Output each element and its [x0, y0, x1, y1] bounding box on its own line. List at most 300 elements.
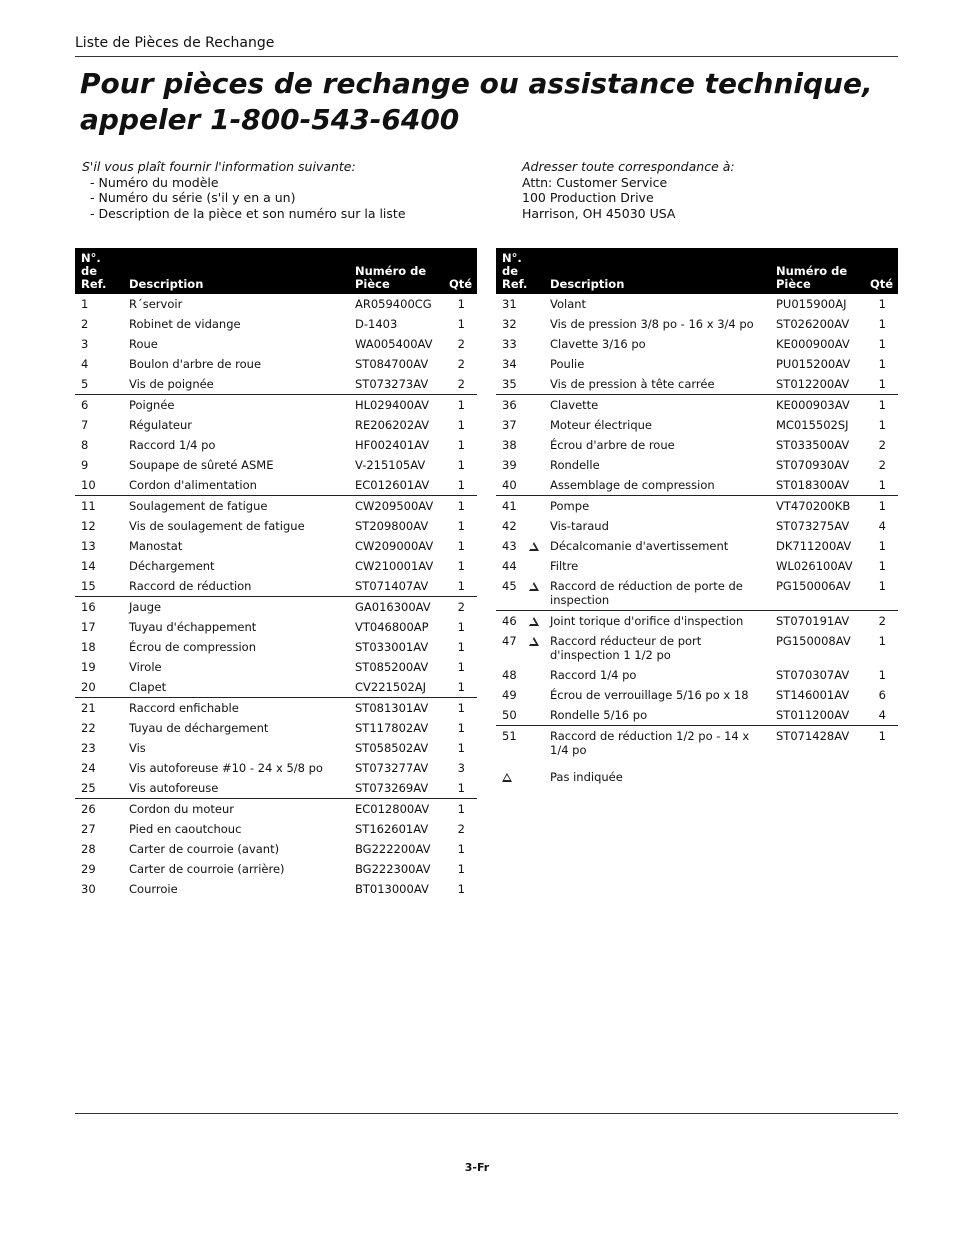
- table-row: [75, 435, 477, 455]
- cell-ref: [496, 334, 544, 354]
- address-lead: Adresser toute correspondance à:: [522, 159, 735, 174]
- ref-number: 43: [502, 539, 517, 553]
- ref-number: 45: [502, 579, 517, 593]
- ref-number: 25: [81, 781, 96, 795]
- cell-ref: [496, 536, 544, 556]
- cell-part-number: PG150008AV: [776, 634, 851, 648]
- cell-ref: [496, 415, 544, 435]
- ref-number: 33: [502, 337, 517, 351]
- cell-qty: 1: [457, 640, 465, 654]
- cell-part-number: V-215105AV: [355, 458, 426, 472]
- table-row: [496, 685, 898, 705]
- cell-qty: 1: [878, 377, 886, 391]
- page-number: 3-Fr: [464, 1161, 490, 1174]
- ref-number: 19: [81, 660, 96, 674]
- cell-description: R´servoir: [129, 297, 183, 311]
- cell-part-number: WA005400AV: [355, 337, 433, 351]
- table-row: [496, 435, 898, 455]
- table-row: [496, 415, 898, 435]
- cell-part-number: RE206202AV: [355, 418, 430, 432]
- cell-part-number: ST084700AV: [355, 357, 429, 371]
- cell-part-number: ST071428AV: [770, 726, 864, 761]
- cell-part-number: KE000900AV: [776, 337, 850, 351]
- cell-description: Cordon d'alimentation: [129, 478, 257, 492]
- ref-number: 50: [502, 708, 517, 722]
- cell-ref: [75, 516, 123, 536]
- cell-part-number: CW209500AV: [349, 496, 443, 517]
- ref-number: 49: [502, 688, 517, 702]
- cell-part-number: ST081301AV: [349, 698, 443, 719]
- ref-number: 34: [502, 357, 517, 371]
- col-header-description: Description: [123, 248, 349, 294]
- cell-ref: [75, 415, 123, 435]
- cell-qty: 1: [878, 539, 886, 553]
- cell-qty: 1: [457, 458, 465, 472]
- cell-ref: [496, 665, 544, 685]
- ref-number: 42: [502, 519, 517, 533]
- cell-description: Clavette: [544, 395, 770, 416]
- cell-qty: 1: [457, 882, 465, 896]
- cell-qty: 2: [878, 458, 886, 472]
- col-header-part-number: Numéro de Pièce: [770, 248, 864, 294]
- table-row: [75, 597, 477, 618]
- cell-part-number: GA016300AV: [349, 597, 443, 618]
- table-header-row: [496, 248, 898, 294]
- cell-ref: [75, 799, 123, 820]
- ref-number: 10: [81, 478, 96, 492]
- cell-qty: 1: [457, 559, 465, 573]
- cell-qty: 1: [878, 418, 886, 432]
- cell-description: Raccord 1/4 po: [550, 668, 637, 682]
- cell-part-number: BG222200AV: [355, 842, 431, 856]
- ref-number: 27: [81, 822, 96, 836]
- table-row: [496, 665, 898, 685]
- cell-ref: [75, 294, 123, 314]
- cell-part-number: ST033001AV: [355, 640, 429, 654]
- cell-description: Joint torique d'orifice d'inspection: [544, 611, 770, 632]
- parts-table-left: [75, 248, 477, 899]
- table-row: [75, 879, 477, 899]
- cell-description: Décalcomanie d'avertissement: [550, 539, 729, 553]
- legend-icon-cell: [496, 760, 544, 787]
- cell-description: Écrou de verrouillage 5/16 po x 18: [550, 688, 749, 702]
- cell-ref: [496, 395, 544, 416]
- table-row: [75, 354, 477, 374]
- cell-qty: 2: [457, 337, 465, 351]
- table-row: [75, 778, 477, 799]
- cell-qty: 3: [457, 761, 465, 775]
- ref-number: 22: [81, 721, 96, 735]
- cell-part-number: EC012800AV: [349, 799, 443, 820]
- table-row: [75, 395, 477, 416]
- cell-part-number: ST071407AV: [355, 579, 429, 593]
- cell-ref: [496, 726, 544, 761]
- cell-description: Boulon d'arbre de roue: [129, 357, 262, 371]
- cell-ref: [496, 374, 544, 395]
- cell-description: Clavette 3/16 po: [550, 337, 646, 351]
- cell-part-number: ST073275AV: [776, 519, 850, 533]
- table-row: [496, 395, 898, 416]
- cell-description: Vis de pression 3/8 po - 16 x 3/4 po: [550, 317, 754, 331]
- cell-part-number: ST073277AV: [355, 761, 429, 775]
- cell-qty: 1: [457, 842, 465, 856]
- cell-description: Raccord de réduction: [129, 579, 252, 593]
- header-rule: [75, 56, 898, 57]
- cell-part-number: CW209000AV: [355, 539, 434, 553]
- cell-ref: [75, 334, 123, 354]
- table-row: [75, 455, 477, 475]
- cell-description: Vis de poignée: [129, 377, 214, 391]
- cell-qty: 1: [457, 579, 465, 593]
- cell-part-number: VT470200KB: [770, 496, 864, 517]
- table-row: [496, 726, 898, 761]
- cell-qty: 1: [457, 862, 465, 876]
- ref-number: 24: [81, 761, 96, 775]
- cell-ref: [75, 657, 123, 677]
- ref-number: 26: [81, 802, 96, 816]
- cell-qty: 2: [457, 377, 465, 391]
- cell-ref: [496, 354, 544, 374]
- col-header-description: Description: [544, 248, 770, 294]
- ref-number: 30: [81, 882, 96, 896]
- cell-ref: [75, 819, 123, 839]
- cell-part-number: AR059400CG: [355, 297, 432, 311]
- cell-ref: [75, 496, 123, 517]
- address-line: Attn: Customer Service: [522, 174, 668, 190]
- ref-number: 23: [81, 741, 96, 755]
- ref-number: 21: [81, 701, 96, 715]
- cell-ref: [75, 738, 123, 758]
- table-row: [75, 718, 477, 738]
- cell-ref: [496, 556, 544, 576]
- table-row: [496, 455, 898, 475]
- cell-description: Roue: [129, 337, 158, 351]
- cell-ref: [75, 536, 123, 556]
- cell-description: Tuyau de déchargement: [129, 721, 269, 735]
- cell-ref: [75, 617, 123, 637]
- ref-number: 7: [81, 418, 89, 432]
- col-header-ref: N°. de Ref.: [75, 248, 123, 294]
- cell-part-number: MC015502SJ: [776, 418, 849, 432]
- cell-description: Raccord de réduction 1/2 po - 14 x 1/4 po: [544, 726, 770, 761]
- ref-number: 16: [81, 600, 96, 614]
- cell-qty: 1: [878, 579, 886, 593]
- section-label: Liste de Pièces de Rechange: [75, 35, 275, 51]
- cell-description: Filtre: [550, 559, 579, 573]
- cell-description: Moteur électrique: [550, 418, 652, 432]
- legend-row: [496, 760, 898, 787]
- table-row: [75, 536, 477, 556]
- ref-number: 31: [502, 297, 517, 311]
- title-line-1: Pour pièces de rechange ou assistance technique,: [80, 67, 873, 100]
- cell-qty: 1: [457, 539, 465, 553]
- info-request-lead: S'il vous plaît fournir l'information suivante:: [82, 159, 356, 174]
- cell-description: Régulateur: [129, 418, 192, 432]
- cell-qty: 1: [457, 418, 465, 432]
- cell-description: Tuyau d'échappement: [129, 620, 257, 634]
- ref-number: 46: [502, 614, 517, 628]
- cell-ref: [75, 859, 123, 879]
- cell-description: Rondelle: [550, 458, 600, 472]
- cell-part-number: CW210001AV: [355, 559, 434, 573]
- cell-description: Pompe: [544, 496, 770, 517]
- cell-description: Vis de soulagement de fatigue: [129, 519, 305, 533]
- cell-part-number: BG222300AV: [355, 862, 431, 876]
- cell-description: Vis de pression à tête carrée: [550, 377, 715, 391]
- cell-description: Carter de courroie (arrière): [129, 862, 285, 876]
- ref-number: 38: [502, 438, 517, 452]
- cell-part-number: KE000903AV: [770, 395, 864, 416]
- table-row: [496, 314, 898, 334]
- ref-number: 36: [502, 398, 517, 412]
- cell-description: Raccord enfichable: [123, 698, 349, 719]
- ref-number: 5: [81, 377, 89, 391]
- cell-ref: [75, 718, 123, 738]
- cell-qty: 1: [878, 478, 886, 492]
- col-header-qty: Qté: [443, 248, 477, 294]
- ref-number: 14: [81, 559, 96, 573]
- cell-description: Raccord de réduction de porte de inspection: [550, 579, 743, 607]
- cell-part-number: HL029400AV: [349, 395, 443, 416]
- table-row: [496, 536, 898, 556]
- cell-qty: 1: [878, 559, 886, 573]
- cell-part-number: ST070307AV: [776, 668, 850, 682]
- cell-part-number: ST011200AV: [776, 708, 850, 722]
- table-row: [496, 354, 898, 374]
- ref-number: 40: [502, 478, 517, 492]
- cell-part-number: DK711200AV: [776, 539, 852, 553]
- ref-number: 29: [81, 862, 96, 876]
- cell-qty: 1: [457, 620, 465, 634]
- cell-description: Carter de courroie (avant): [129, 842, 280, 856]
- cell-ref: [75, 455, 123, 475]
- cell-description: Écrou de compression: [129, 640, 256, 654]
- cell-part-number: ST033500AV: [776, 438, 850, 452]
- cell-qty: 1: [878, 297, 886, 311]
- cell-part-number: ST026200AV: [776, 317, 850, 331]
- cell-ref: [75, 677, 123, 698]
- table-row: [496, 611, 898, 632]
- info-request-block: [82, 159, 406, 221]
- cell-qty: 1: [864, 395, 898, 416]
- cell-description: Jauge: [123, 597, 349, 618]
- triangle-icon: [529, 617, 539, 626]
- info-request-item: - Description de la pièce et son numéro sur la liste: [90, 205, 406, 221]
- ref-number: 18: [81, 640, 96, 654]
- triangle-icon: [529, 542, 539, 551]
- cell-qty: 1: [457, 478, 465, 492]
- cell-ref: [75, 435, 123, 455]
- table-row: [75, 738, 477, 758]
- ref-number: 4: [81, 357, 89, 371]
- table-row: [496, 576, 898, 611]
- table-row: [75, 516, 477, 536]
- cell-ref: [75, 395, 123, 416]
- ref-number: 13: [81, 539, 96, 553]
- cell-description: Courroie: [129, 882, 178, 896]
- ref-number: 28: [81, 842, 96, 856]
- cell-qty: 1: [457, 741, 465, 755]
- cell-qty: 1: [457, 317, 465, 331]
- table-row: [496, 705, 898, 726]
- cell-qty: 1: [457, 721, 465, 735]
- table-row: [75, 839, 477, 859]
- cell-part-number: ST073269AV: [355, 781, 429, 795]
- cell-qty: 1: [457, 438, 465, 452]
- cell-description: Vis-taraud: [550, 519, 609, 533]
- cell-ref: [75, 839, 123, 859]
- table-row: [75, 374, 477, 395]
- col-header-qty: Qté: [864, 248, 898, 294]
- cell-ref: [496, 631, 544, 665]
- table-row: [75, 799, 477, 820]
- cell-ref: [75, 354, 123, 374]
- col-header-ref: N°. de Ref.: [496, 248, 544, 294]
- cell-part-number: ST070191AV: [770, 611, 864, 632]
- cell-description: Manostat: [129, 539, 183, 553]
- cell-part-number: ST073273AV: [355, 377, 429, 391]
- cell-description: Vis autoforeuse: [129, 781, 219, 795]
- cell-part-number: ST018300AV: [776, 478, 850, 492]
- legend-label: Pas indiquée: [550, 770, 623, 784]
- cell-qty: 2: [864, 611, 898, 632]
- address-line: 100 Production Drive: [522, 190, 654, 205]
- cell-description: Robinet de vidange: [129, 317, 241, 331]
- cell-ref: [75, 758, 123, 778]
- cell-qty: 1: [864, 496, 898, 517]
- cell-description: Vis: [129, 741, 146, 755]
- cell-ref: [496, 516, 544, 536]
- cell-ref: [75, 374, 123, 395]
- table-row: [75, 496, 477, 517]
- ref-number: 3: [81, 337, 89, 351]
- triangle-icon: [529, 637, 539, 646]
- cell-description: Volant: [550, 297, 587, 311]
- table-row: [496, 516, 898, 536]
- col-header-part-number: Numéro de Pièce: [349, 248, 443, 294]
- cell-description: Poignée: [123, 395, 349, 416]
- cell-qty: 1: [878, 634, 886, 648]
- table-row: [496, 556, 898, 576]
- table-row: [496, 475, 898, 496]
- cell-ref: [75, 879, 123, 899]
- cell-qty: 1: [443, 698, 477, 719]
- correspondence-address-block: [522, 159, 735, 221]
- cell-description: Rondelle 5/16 po: [550, 708, 648, 722]
- cell-description: Raccord réducteur de port d'inspection 1 1/2 po: [550, 634, 702, 662]
- cell-part-number: VT046800AP: [355, 620, 429, 634]
- cell-qty: 1: [878, 317, 886, 331]
- ref-number: 47: [502, 634, 517, 648]
- cell-ref: [496, 611, 544, 632]
- cell-qty: 1: [457, 660, 465, 674]
- cell-part-number: D-1403: [355, 317, 398, 331]
- cell-ref: [496, 685, 544, 705]
- cell-ref: [75, 698, 123, 719]
- ref-number: 1: [81, 297, 89, 311]
- cell-qty: 2: [457, 357, 465, 371]
- table-row: [75, 334, 477, 354]
- cell-description: Cordon du moteur: [123, 799, 349, 820]
- cell-part-number: ST058502AV: [355, 741, 429, 755]
- cell-ref: [75, 576, 123, 597]
- table-row: [496, 631, 898, 665]
- cell-qty: 1: [443, 496, 477, 517]
- cell-qty: 6: [878, 688, 886, 702]
- triangle-icon: [502, 773, 512, 782]
- cell-ref: [75, 637, 123, 657]
- cell-qty: 1: [457, 680, 465, 694]
- table-row: [75, 475, 477, 496]
- table-row: [75, 294, 477, 314]
- cell-description: Raccord 1/4 po: [129, 438, 216, 452]
- triangle-icon: [529, 582, 539, 591]
- cell-qty: 2: [457, 822, 465, 836]
- table-row: [75, 576, 477, 597]
- cell-ref: [496, 294, 544, 314]
- ref-number: 20: [81, 680, 96, 694]
- cell-description: Déchargement: [129, 559, 215, 573]
- cell-description: Vis autoforeuse #10 - 24 x 5/8 po: [129, 761, 323, 775]
- table-row: [75, 758, 477, 778]
- cell-description: Poulie: [550, 357, 585, 371]
- ref-number: 32: [502, 317, 517, 331]
- cell-ref: [75, 597, 123, 618]
- cell-part-number: PU015200AV: [776, 357, 851, 371]
- cell-description: Soulagement de fatigue: [123, 496, 349, 517]
- cell-qty: 1: [443, 395, 477, 416]
- table-row: [75, 819, 477, 839]
- cell-qty: 2: [443, 597, 477, 618]
- cell-qty: 1: [864, 726, 898, 761]
- ref-number: 37: [502, 418, 517, 432]
- parts-table-right: [496, 248, 898, 787]
- table-row: [75, 617, 477, 637]
- ref-number: 15: [81, 579, 96, 593]
- cell-description: Clapet: [129, 680, 167, 694]
- cell-qty: 1: [457, 297, 465, 311]
- ref-number: 35: [502, 377, 517, 391]
- ref-number: 12: [81, 519, 96, 533]
- table-row: [75, 657, 477, 677]
- cell-part-number: WL026100AV: [776, 559, 853, 573]
- table-row: [75, 677, 477, 698]
- cell-ref: [496, 475, 544, 496]
- cell-part-number: ST070930AV: [776, 458, 850, 472]
- cell-qty: 1: [457, 519, 465, 533]
- table-row: [75, 314, 477, 334]
- cell-description: Virole: [129, 660, 162, 674]
- table-header-row: [75, 248, 477, 294]
- cell-part-number: HF002401AV: [355, 438, 430, 452]
- footer-rule: [75, 1113, 898, 1114]
- cell-qty: 1: [443, 799, 477, 820]
- ref-number: 2: [81, 317, 89, 331]
- cell-part-number: ST209800AV: [355, 519, 429, 533]
- table-row: [496, 374, 898, 395]
- cell-ref: [75, 475, 123, 496]
- cell-part-number: ST117802AV: [355, 721, 429, 735]
- table-row: [496, 334, 898, 354]
- cell-ref: [496, 435, 544, 455]
- cell-ref: [75, 314, 123, 334]
- page-title: [80, 66, 900, 138]
- info-request-item: - Numéro du modèle: [90, 174, 219, 190]
- ref-number: 48: [502, 668, 517, 682]
- table-row: [75, 637, 477, 657]
- cell-part-number: ST085200AV: [355, 660, 429, 674]
- cell-part-number: ST012200AV: [776, 377, 850, 391]
